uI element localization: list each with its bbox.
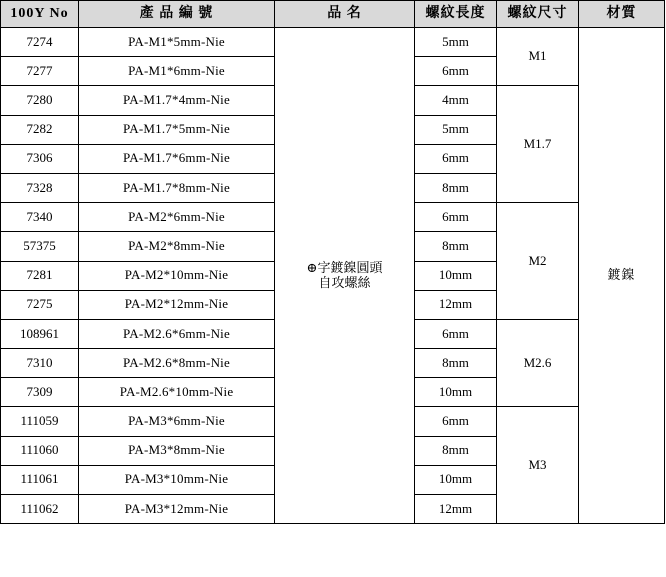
cell-thread-size: M3 [497,407,579,524]
cell-product-name [275,28,415,524]
cell-thread-size: M2 [497,203,579,320]
cell-product-code: PA-M2.6*8mm-Nie [79,349,275,378]
cell-part-no: 111059 [1,407,79,436]
cell-thread-length: 12mm [415,290,497,319]
cell-product-code: PA-M1.7*5mm-Nie [79,115,275,144]
cell-part-no: 111060 [1,436,79,465]
cell-product-code: PA-M3*12mm-Nie [79,495,275,524]
cell-thread-length: 12mm [415,495,497,524]
table-body [1,28,665,524]
cell-material: 鍍鎳 [579,28,665,524]
cell-part-no: 7277 [1,57,79,86]
cell-part-no: 7340 [1,203,79,232]
cell-part-no: 7280 [1,86,79,115]
cell-product-code: PA-M2*8mm-Nie [79,232,275,261]
cell-part-no: 57375 [1,232,79,261]
product-name-line-2: 自攻螺絲 [318,274,371,290]
column-header-length: 螺紋長度 [415,1,497,28]
cell-thread-size: M1.7 [497,86,579,203]
cell-product-code: PA-M2.6*10mm-Nie [79,378,275,407]
cell-product-code: PA-M2.6*6mm-Nie [79,319,275,348]
cell-thread-length: 10mm [415,378,497,407]
cell-thread-length: 10mm [415,261,497,290]
cell-thread-length: 6mm [415,144,497,173]
cell-part-no: 7309 [1,378,79,407]
header-row [1,1,665,28]
cell-part-no: 7310 [1,349,79,378]
cell-product-code: PA-M3*10mm-Nie [79,465,275,494]
cell-product-code: PA-M1*5mm-Nie [79,28,275,57]
column-header-part-no: 100Y No [1,1,79,28]
cell-part-no: 111061 [1,465,79,494]
table-header [1,1,665,28]
cell-part-no: 7275 [1,290,79,319]
cell-product-code: PA-M3*8mm-Nie [79,436,275,465]
cell-thread-length: 6mm [415,57,497,86]
cell-thread-length: 8mm [415,436,497,465]
cell-product-code: PA-M1.7*8mm-Nie [79,173,275,202]
column-header-material: 材質 [579,1,665,28]
cell-thread-length: 8mm [415,232,497,261]
cell-thread-length: 5mm [415,28,497,57]
cell-thread-length: 6mm [415,319,497,348]
cell-thread-length: 4mm [415,86,497,115]
cell-product-code: PA-M2*12mm-Nie [79,290,275,319]
cell-product-code: PA-M1.7*6mm-Nie [79,144,275,173]
cell-part-no: 7282 [1,115,79,144]
cell-thread-length: 8mm [415,173,497,202]
cell-thread-length: 8mm [415,349,497,378]
cell-product-code: PA-M2*10mm-Nie [79,261,275,290]
cell-product-code: PA-M1*6mm-Nie [79,57,275,86]
cell-thread-size: M2.6 [497,319,579,407]
cell-thread-length: 5mm [415,115,497,144]
cell-thread-size: M1 [497,28,579,86]
cell-part-no: 7274 [1,28,79,57]
product-name-line-1: ⊕字鍍鎳圓頭 [306,259,383,275]
cell-product-code: PA-M1.7*4mm-Nie [79,86,275,115]
column-header-thread: 螺紋尺寸 [497,1,579,28]
cell-part-no: 7281 [1,261,79,290]
cell-product-code: PA-M2*6mm-Nie [79,203,275,232]
column-header-name: 品 名 [275,1,415,28]
cell-product-code: PA-M3*6mm-Nie [79,407,275,436]
cell-thread-length: 10mm [415,465,497,494]
cell-part-no: 111062 [1,495,79,524]
cell-part-no: 108961 [1,319,79,348]
cell-thread-length: 6mm [415,407,497,436]
table-row [1,28,665,57]
cell-part-no: 7328 [1,173,79,202]
cell-thread-length: 6mm [415,203,497,232]
cell-part-no: 7306 [1,144,79,173]
column-header-code: 產 品 編 號 [79,1,275,28]
